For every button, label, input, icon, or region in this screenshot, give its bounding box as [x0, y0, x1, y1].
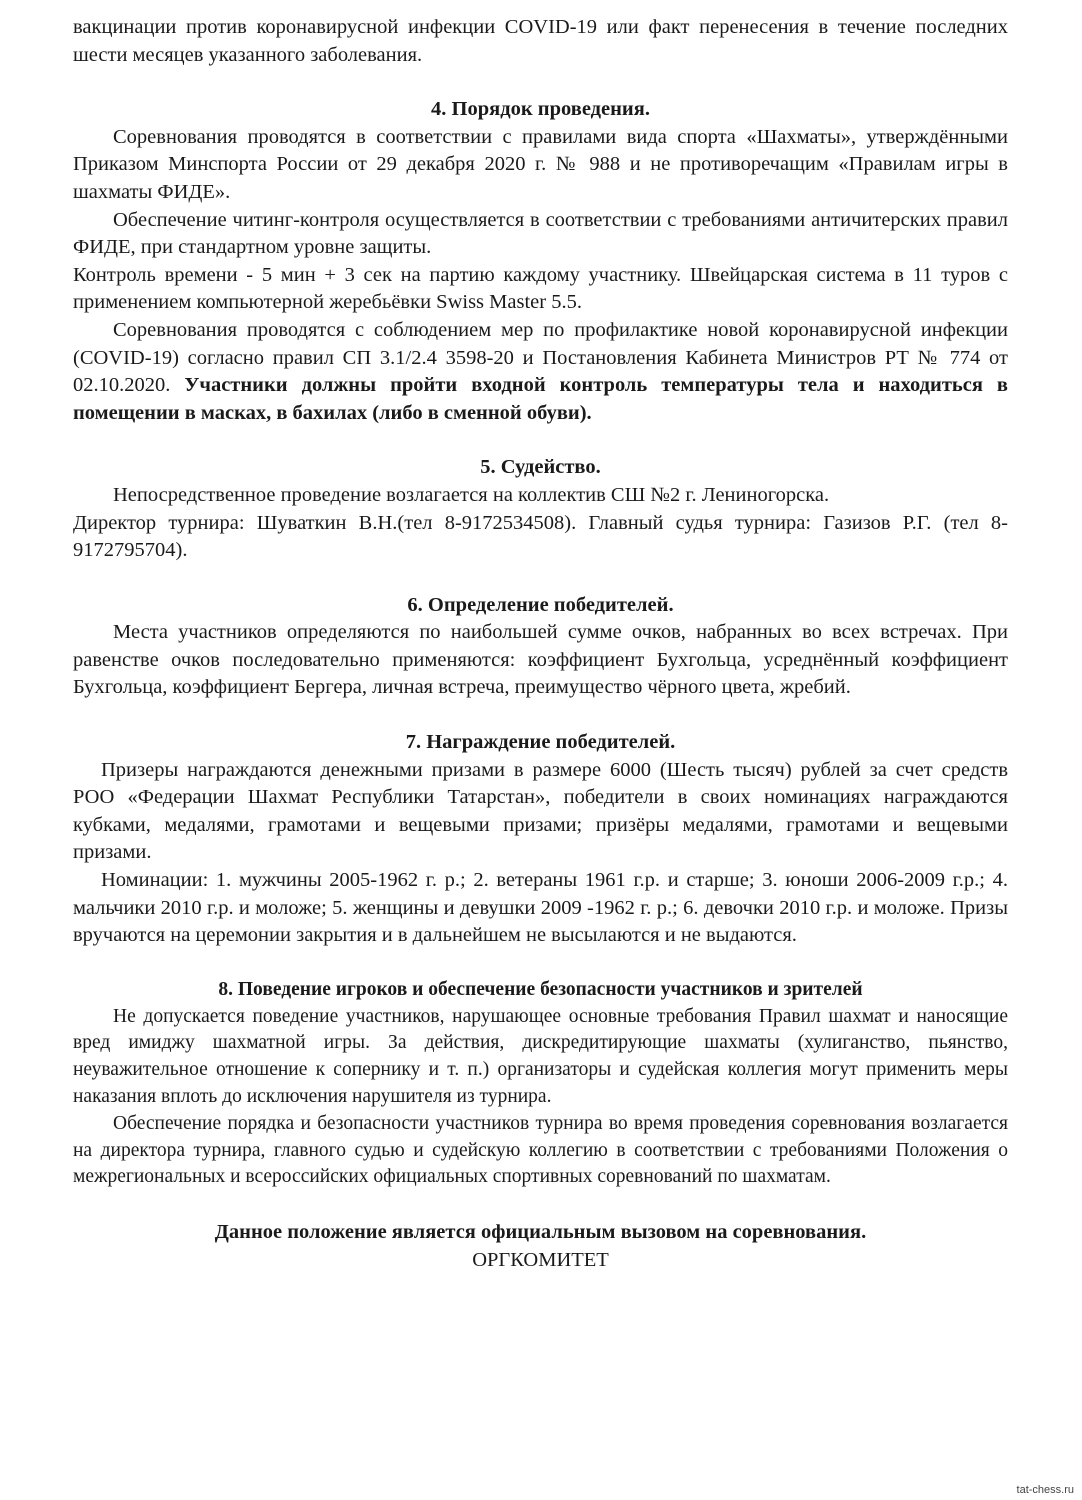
section-4-text: Соревнования проводятся с соблюдением мер по профилактике новой коронавирусной инфекции (COVID-19) согласно правил СП 3.1/2.4 3598-20 и Постановления Кабинета Министров РТ № 774 от 02.10.2020. [73, 318, 1008, 397]
section-7-paragraph: Номинации: 1. мужчины 2005-1962 г. р.; 2. ветераны 1961 г.р. и старше; 3. юноши 2006-2009 г.р.; 4. мальчики 2010 г.р. и моложе; 5. женщины и девушки 2009 -1962 г. р.; 6. девочки 2010 г.р. и моложе. Призы вручаются на церемонии закрытия и в дальнейшем не высылаются и не выдаются. [73, 869, 1008, 947]
signature: ОРГКОМИТЕТ [472, 1248, 609, 1271]
section-4-bold-text: Участники должны пройти входной контроль температуры тела и находиться в помещении в масках, в бахилах (либо в сменной обуви). [73, 374, 1008, 424]
section-8-title: 8. Поведение игроков и обеспечение безопасности участников и зрителей [218, 978, 863, 1000]
closing-statement: Данное положение является официальным вызовом на соревнования. [214, 1221, 867, 1244]
site-watermark: tat-chess.ru [1016, 1484, 1074, 1496]
section-7-paragraph: Призеры награждаются денежными призами в размере 6000 (Шесть тысяч) рублей за счет средств РОО «Федерации Шахмат Республики Татарстан», победители в своих номинациях награждаются кубками, медалями, грамотами и вещевыми призами; призёры медалями, грамотами и вещевыми призами. [73, 758, 1008, 864]
section-6-paragraph: Места участников определяются по наибольшей сумме очков, набранных во всех встречах. При равенстве очков последовательно применяются: коэффициент Бухгольца, усреднённый коэффициент Бухгольца, коэффициент Бергера, личная встреча, преимущество чёрного цвета, жребий. [73, 621, 1008, 699]
section-5-title: 5. Судейство. [480, 456, 601, 479]
document-page [73, 14, 1008, 1274]
section-8-paragraph: Обеспечение порядка и безопасности участников турнира во время проведения соревнования возлагается на директора турнира, главного судью и судейскую коллегию в соответствии с требованиями Положения о межрегиональных и всероссийских официальных спортивных соревнований по шахматам. [73, 1112, 1008, 1188]
section-5-paragraph: Директор турнира: Шуваткин В.Н.(тел 8-9172534508). Главный судья турнира: Газизов Р.Г. (тел 8-9172795704). [73, 511, 1008, 562]
section-4-paragraph: Обеспечение читинг-контроля осуществляется в соответствии с требованиями античитерских правил ФИДЕ, при стандартном уровне защиты. [73, 208, 1008, 259]
section-4-paragraph: Соревнования проводятся в соответствии с правилами вида спорта «Шахматы», утверждёнными Приказом Минспорта России от 29 декабря 2020 г. № 988 и не противоречащим «Правилам игры в шахматы ФИДЕ». [73, 125, 1008, 203]
section-8-paragraph: Не допускается поведение участников, нарушающее основные требования Правил шахмат и наносящие вред имиджу шахматной игры. За действия, дискредитирующие шахматы (хулиганство, пьянство, неуважительное отношение к сопернику и т. п.) организаторы и судейская коллегия могут применить меры наказания вплоть до исключения нарушителя из турнира. [73, 1005, 1008, 1107]
section-4-title: 4. Порядок проведения. [431, 98, 650, 121]
top-fragment: вакцинации против коронавирусной инфекции COVID-19 или факт перенесения в течение последних шести месяцев указанного заболевания. [73, 16, 1008, 66]
section-4-paragraph: Контроль времени - 5 мин + 3 сек на партию каждому участнику. Швейцарская система в 11 туров с применением компьютерной жеребьёвки Swiss Master 5.5. [73, 263, 1008, 314]
section-6-title: 6. Определение победителей. [407, 593, 674, 616]
section-4-paragraph [73, 317, 1008, 427]
section-7-title: 7. Награждение победителей. [405, 731, 676, 754]
section-5-paragraph: Непосредственное проведение возлагается на коллектив СШ №2 г. Лениногорска. [113, 483, 830, 506]
